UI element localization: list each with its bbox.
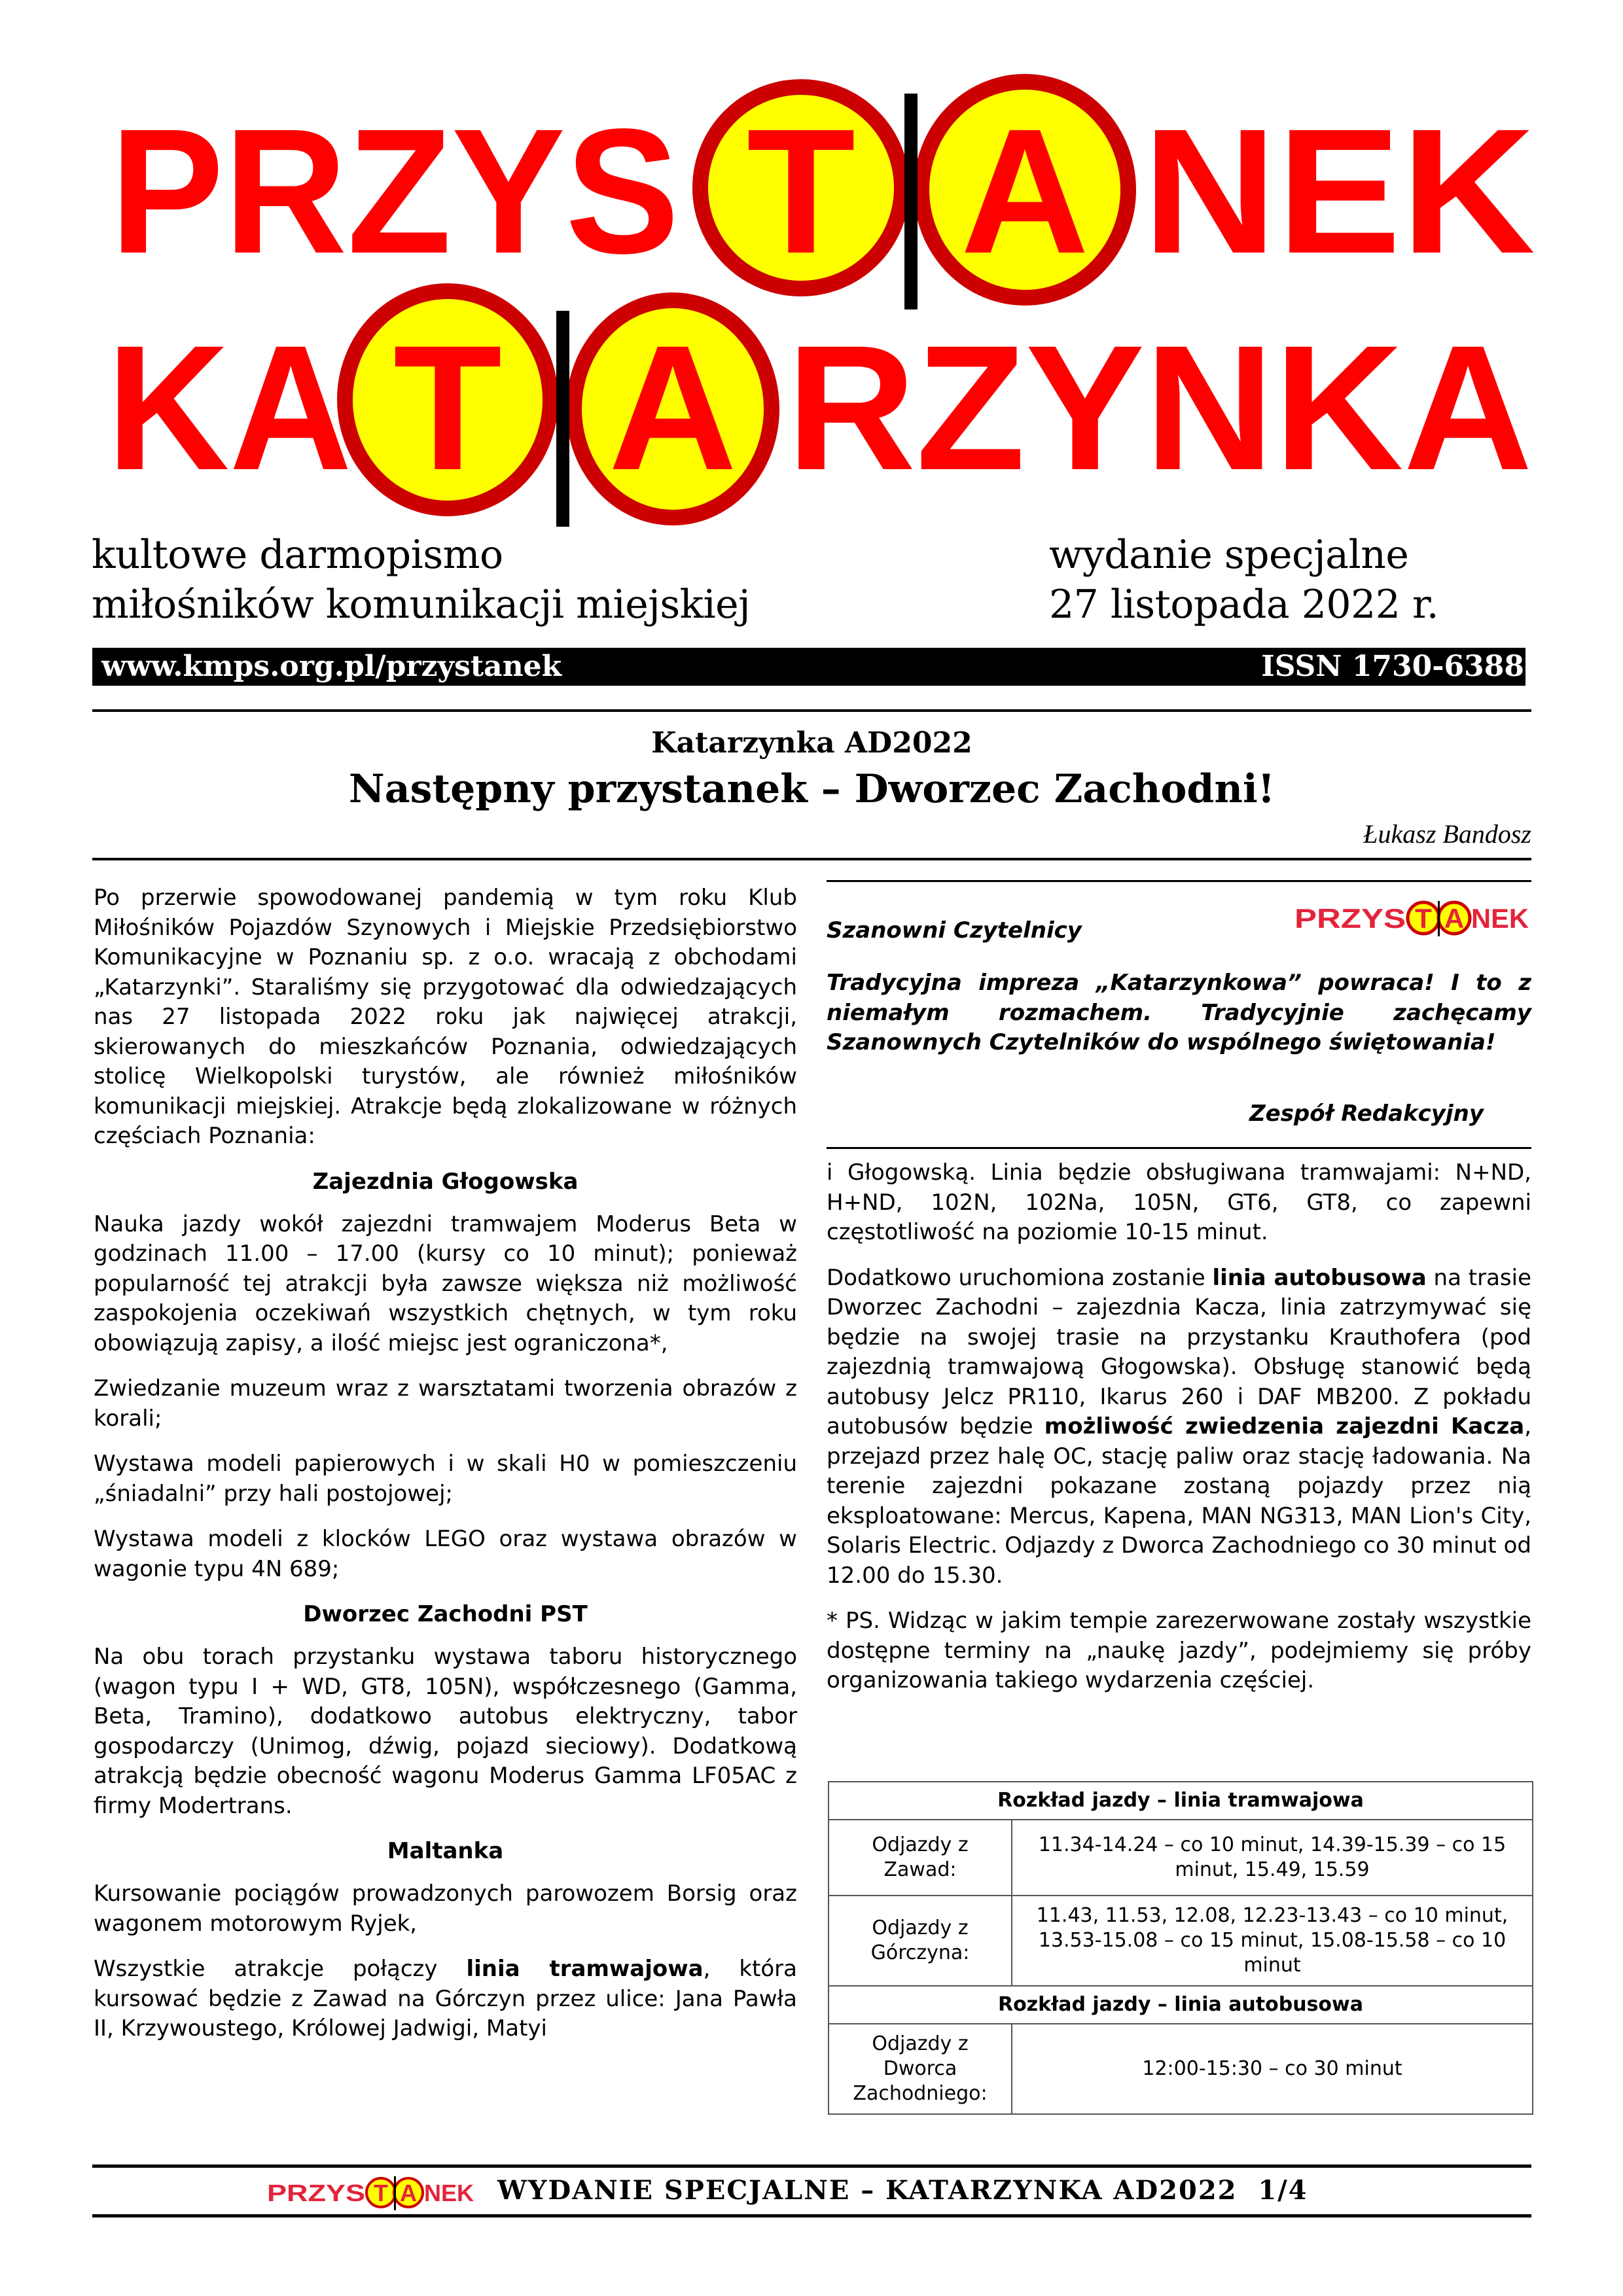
section-title-glogowska: Zajezdnia Głogowska (312, 1168, 579, 1195)
footer-title (497, 2172, 1308, 2209)
timetable (828, 1781, 1533, 2115)
footer-top-rule (92, 2164, 1531, 2168)
article-author: Łukasz Bandosz (1363, 819, 1531, 849)
page-number: 1/4 (1258, 2175, 1308, 2206)
table-row (829, 1896, 1533, 1986)
footer-logo (267, 2171, 476, 2217)
paragraph: Wystawa modeli z klocków LEGO oraz wystawa obrazów w wagonie typu 4N 689; (94, 1526, 797, 1582)
footer-logo-before: PRZYS (267, 2180, 365, 2206)
editorial-greeting: Szanowni Czytelnicy (827, 917, 1082, 944)
timetable-value: 12:00-15:30 – co 30 minut (1012, 2024, 1533, 2114)
issn-number: ISSN 1730-6388 (1261, 650, 1524, 683)
postscript: * PS. Widząc w jakim tempie zarezerwowane zostały wszystkie dostępne terminy na „naukę jazdy”, podejmiemy się próby organizowania takiego wydarzenia częściej. (827, 1608, 1531, 1693)
timetable-value: 11.34-14.24 – co 10 minut, 14.39-15.39 – co 15 minut, 15.49, 15.59 (1012, 1820, 1533, 1896)
text-run: , która kursować będzie z Zawad na Górczyn przez ulice: Jana Pawła II, Krzywoustego, Królowej Jadwigi, Matyi (94, 1956, 797, 2041)
paragraph: Wystawa modeli papierowych i w skali H0 w pomieszczeniu „śniadalni” przy hali postojowej; (94, 1451, 797, 1507)
text-run: , przejazd przez halę OC, stację paliw oraz stację ładowania. Na terenie zajezdni pokazane zostaną pojazdy przez nią eksploatowane: Mercus, Kapena, MAN NG313, MAN Lion's City, Solaris Electric. Odjazdy z Dworca Zachodniego co 30 minut od 12.00 do 15.30. (827, 1413, 1531, 1589)
section-title-dworzec: Dworzec Zachodni PST (303, 1601, 588, 1627)
masthead-row2-circle1: T (393, 308, 503, 507)
timetable-bus-title: Rozkład jazdy – linia autobusowa (829, 1986, 1533, 2024)
footer-logo-c1: T (374, 2180, 388, 2206)
footer-bottom-rule (92, 2214, 1531, 2217)
timetable-value: 11.43, 11.53, 12.08, 12.23-13.43 – co 10 minut, 13.53-15.08 – co 15 minut, 15.08-15.58 – co 10 minut (1012, 1896, 1533, 1986)
tagline (92, 530, 750, 629)
editorial-signature: Zespół Redakcyjny (1249, 1101, 1484, 1127)
paragraph: Nauka jazdy wokół zajezdni tramwajem Moderus Beta w godzinach 11.00 – 17.00 (kursy co 10 minut); ponieważ popularność tej atrakcji była zawsze większa niż możliwość zaspokojenia oczekiwań wszystkich chętnych, w tym roku obowiązują zapisy, a ilość miejsc jest ograniczona*, (94, 1210, 797, 1356)
timetable-label: Odjazdy z Zawad: (829, 1820, 1012, 1896)
masthead-row1-circle1: T (746, 92, 856, 291)
text-run: na trasie Dworzec Zachodni – zajezdnia Kacza, linia zatrzymywać się będzie na swojej trasie na przystanku Krauthofera (pod zajezdnią tramwajową Głogowska). Obsługę stanowić będą autobusy Jelcz PR110, Ikarus 260 i DAF MB200. Z pokładu autobusów będzie (827, 1264, 1531, 1439)
tagline-line2: miłośników komunikacji miejskiej (92, 582, 751, 627)
article-kicker: Katarzynka AD2022 (651, 726, 972, 760)
article-headline: Następny przystanek – Dworzec Zachodni! (348, 766, 1275, 812)
masthead-row2-after: RZYNKA (787, 308, 1533, 507)
table-header-row (829, 1986, 1533, 2024)
edition-info (1049, 530, 1438, 629)
editorial-logo (1294, 892, 1530, 947)
header-divider (92, 709, 1531, 712)
edition-label: wydanie specjalne (1049, 532, 1409, 578)
footer-logo-after: NEK (424, 2180, 474, 2206)
footer-logo-c2: A (400, 2180, 417, 2206)
masthead-row1-before: PRZYS (110, 92, 679, 291)
masthead-row2-circle2: A (608, 308, 738, 507)
intro-paragraph: Po przerwie spowodowanej pandemią w tym roku Klub Miłośników Pojazdów Szynowych i Miejskie Przedsiębiorstwo Komunikacyjne w Poznaniu sp. z o.o. wracają z obchodami „Katarzynki”. Staraliśmy się przygotować dla odwiedzających nas 27 listopada 2022 roku jak najwięcej atrakcji, skierowanych do mieszkańców Poznania, odwiedzających stolicę Wielkopolski turystów, ale również miłośników komunikacji miejskiej. Atrakcje będą zlokalizowane w różnych częściach Poznania: (94, 885, 797, 1149)
table-row (829, 1820, 1533, 1896)
website-link[interactable]: www.kmps.org.pl/przystanek (101, 650, 562, 683)
text-bold: linia tramwajowa (466, 1956, 704, 1982)
masthead-row2-before: KA (107, 308, 352, 507)
timetable-label: Odjazdy z Górczyna: (829, 1896, 1012, 1986)
editorial-top-rule (827, 880, 1531, 882)
logo-divider-row2 (556, 311, 569, 527)
masthead-logo-graphic (0, 0, 1623, 537)
small-logo-after: NEK (1471, 903, 1529, 934)
text-bold: linia autobusowa (1212, 1264, 1427, 1291)
edition-date: 27 listopada 2022 r. (1049, 582, 1439, 627)
tagline-line1: kultowe darmopismo (92, 532, 503, 578)
logo-divider-row1 (904, 94, 918, 309)
paragraph: Zwiedzanie muzeum wraz z warsztatami tworzenia obrazów z korali; (94, 1375, 797, 1432)
table-header-row (829, 1782, 1533, 1820)
info-bar (92, 648, 1525, 686)
footer-edition: WYDANIE SPECJALNE – KATARZYNKA AD2022 (497, 2175, 1238, 2206)
text-bold: możliwość zwiedzenia zajezdni Kacza (1044, 1413, 1525, 1439)
article-column-right (827, 1158, 1531, 1712)
headline-divider (92, 858, 1531, 860)
editorial-bottom-rule (827, 1147, 1531, 1149)
timetable-label: Odjazdy z Dworca Zachodniego: (829, 2024, 1012, 2114)
footer-logo-divider (394, 2176, 396, 2210)
article-column-left (94, 883, 797, 2060)
timetable-tram-title: Rozkład jazdy – linia tramwajowa (829, 1782, 1533, 1820)
masthead-row1-circle2: A (960, 92, 1090, 291)
masthead-row1-after: NEK (1143, 92, 1535, 291)
small-logo-c1: T (1415, 903, 1432, 934)
footer-logo-graphic (267, 2171, 476, 2214)
small-logo-c2: A (1444, 903, 1465, 934)
section-title-maltanka: Maltanka (387, 1838, 504, 1864)
paragraph: i Głogowską. Linia będzie obsługiwana tramwajami: N+ND, H+ND, 102N, 102Na, 105N, GT6, GT8, co zapewni częstotliwość na poziomie 10-15 minut. (827, 1159, 1531, 1245)
editorial-text: Tradycyjna impreza „Katarzynkowa” powraca! I to z niemałym rozmachem. Tradycyjnie zachęcamy Szanownych Czytelników do wspólnego świętowania! (827, 970, 1531, 1055)
small-logo-divider (1438, 901, 1440, 936)
small-logo-before: PRZYS (1294, 903, 1406, 934)
small-logo-graphic (1294, 892, 1530, 944)
paragraph (827, 1263, 1531, 1591)
table-row (829, 2024, 1533, 2114)
paragraph (94, 1954, 797, 2044)
text-run: Dodatkowo uruchomiona zostanie (827, 1264, 1213, 1291)
text-run: Wszystkie atrakcje połączy (94, 1956, 467, 1982)
masthead-logo (0, 0, 1623, 537)
paragraph: Na obu torach przystanku wystawa taboru historycznego (wagon typu I + WD, GT8, 105N), współczesnego (Gamma, Beta, Tramino), dodatkowo autobus elektryczny, tabor gospodarczy (Unimog, dźwig, pojazd sieciowy). Dodatkową atrakcją będzie obecność wagonu Moderus Gamma LF05AC z firmy Modertrans. (94, 1644, 797, 1819)
paragraph: Kursowanie pociągów prowadzonych parowozem Borsig oraz wagonem motorowym Ryjek, (94, 1881, 797, 1937)
